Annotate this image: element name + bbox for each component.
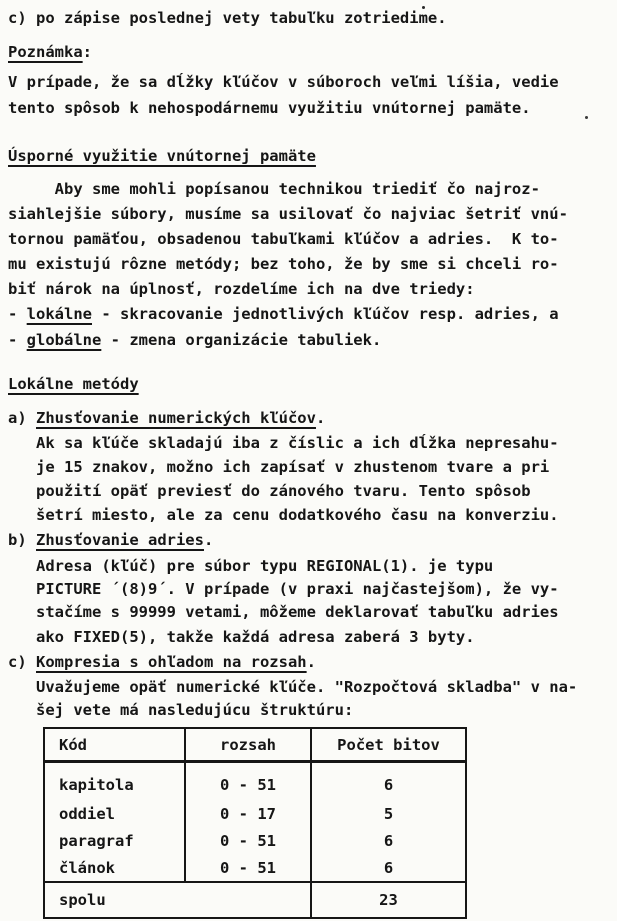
plain-text: biť nárok na úplnosť, rozdelíme ich na dve triedy: <box>8 280 475 298</box>
plain-text: tornou pamäťou, obsadenou tabuľkami kľúčov a adries. K to- <box>8 230 559 248</box>
plain-text: V prípade, že sa dĺžky kľúčov v súboroch veľmi líšia, vedie <box>8 73 559 91</box>
plain-text: PICTURE ´(8)9´. V prípade (v praxi najčastejšom), že vy- <box>8 580 559 598</box>
plain-text: tento spôsob k nehospodárnemu využitiu vnútornej pamäte. <box>8 99 531 117</box>
underlined-text: Zhusťovanie adries <box>36 531 204 549</box>
plain-text: šej vete má nasledujúcu štruktúru: <box>8 701 354 719</box>
plain-text: . <box>306 653 316 671</box>
table-cell: 0 - 17 <box>185 800 311 827</box>
item-a-line <box>8 481 531 501</box>
item-a-line <box>8 457 549 477</box>
item-c-title <box>8 652 316 672</box>
table-body <box>44 762 466 883</box>
note-line <box>8 72 559 92</box>
item-c-line <box>8 677 577 697</box>
underlined-text: Poznámka <box>8 43 83 61</box>
paragraph-line <box>8 254 559 274</box>
table-cell: 0 - 51 <box>185 827 311 854</box>
paragraph-line <box>8 229 559 249</box>
table-row <box>44 800 466 827</box>
table-header-row <box>44 728 466 762</box>
underlined-text: Lokálne metódy <box>8 375 139 393</box>
plain-text: - <box>8 331 27 349</box>
list-item-c-top <box>8 8 447 28</box>
note-line <box>8 98 531 118</box>
table-header-pocet-bitov: Počet bitov <box>311 728 466 762</box>
table-row <box>44 827 466 854</box>
plain-text: . <box>203 531 214 549</box>
plain-text: b) <box>8 531 36 549</box>
item-b-line <box>8 602 559 622</box>
plain-text: Aby sme mohli popísanou technikou triediť čo najroz- <box>8 180 540 198</box>
plain-text: - zmena organizácie tabuliek. <box>101 331 382 349</box>
plain-text: použití opäť previesť do zánového tvaru. Tento spôsob <box>8 482 531 500</box>
table-footer-value: 23 <box>311 882 466 918</box>
plain-text: ako FIXED(5), takže každá adresa zaberá 3 byty. <box>8 628 475 646</box>
table-cell: 0 - 51 <box>185 762 311 801</box>
item-b-title <box>8 530 213 550</box>
table-cell: článok <box>44 854 185 882</box>
table-footer-row <box>44 882 466 918</box>
plain-text: siahlejšie súbory, musíme sa usilovať čo najviac šetriť vnú- <box>8 205 568 223</box>
underlined-text: Zhusťovanie numerických kľúčov <box>36 409 316 427</box>
plain-text: . <box>315 409 326 427</box>
plain-text: stačíme s 99999 vetami, môžeme deklarovať tabuľku adries <box>8 603 559 621</box>
item-b-line <box>8 579 559 599</box>
plain-text: Adresa (kľúč) pre súbor typu REGIONAL(1). je typu <box>8 557 494 575</box>
underlined-text: Úsporné využitie vnútornej pamäte <box>8 147 316 165</box>
item-c-line <box>8 700 353 720</box>
table-header-kod: Kód <box>44 728 185 762</box>
section-heading-usporne <box>8 146 316 166</box>
table-cell: paragraf <box>44 827 185 854</box>
plain-text: c) <box>8 653 36 671</box>
plain-text: Ak sa kľúče skladajú iba z číslic a ich dĺžka nepresahu- <box>8 434 559 452</box>
item-a-line <box>8 433 559 453</box>
item-b-line <box>8 556 493 576</box>
paragraph-line <box>8 179 540 199</box>
list-item-lokalne <box>8 304 559 324</box>
budget-structure-table <box>43 727 467 919</box>
plain-text: - skracovanie jednotlivých kľúčov resp. adries, a <box>92 305 559 323</box>
table-row <box>44 762 466 801</box>
plain-text: : <box>82 43 92 61</box>
item-b-line <box>8 627 475 647</box>
table-cell: oddiel <box>44 800 185 827</box>
plain-text: a) <box>8 409 36 427</box>
plain-text: Uvažujeme opäť numerické kľúče. "Rozpočtová skladba" v na- <box>8 678 578 696</box>
plain-text: c) po zápise poslednej vety tabuľku zotriedime. <box>8 9 447 27</box>
table-cell: kapitola <box>44 762 185 801</box>
plain-text: šetrí miesto, ale za cenu dodatkového času na konverziu. <box>8 506 559 524</box>
section-heading-lokalne-metody <box>8 374 139 394</box>
underlined-text: Kompresia s ohľadom na rozsah <box>36 653 307 671</box>
table-cell: 6 <box>311 827 466 854</box>
table-row <box>44 854 466 882</box>
table-cell: 6 <box>311 854 466 882</box>
paragraph-line <box>8 204 568 224</box>
item-a-title <box>8 408 325 428</box>
table-footer-label: spolu <box>44 882 311 918</box>
plain-text: mu existujú rôzne metódy; bez toho, že by sme si chceli ro- <box>8 255 559 273</box>
underlined-text: globálne <box>26 331 102 349</box>
item-a-line <box>8 505 559 525</box>
plain-text: je 15 znakov, možno ich zapísať v zhustenom tvare a pri <box>8 458 550 476</box>
list-item-globalne <box>8 330 381 350</box>
table-cell: 6 <box>311 762 466 801</box>
underlined-text: lokálne <box>26 305 92 323</box>
table-cell: 5 <box>311 800 466 827</box>
note-heading <box>8 42 92 62</box>
paragraph-line <box>8 279 475 299</box>
plain-text: - <box>8 305 27 323</box>
table-header-rozsah: rozsah <box>185 728 311 762</box>
table-cell: 0 - 51 <box>185 854 311 882</box>
